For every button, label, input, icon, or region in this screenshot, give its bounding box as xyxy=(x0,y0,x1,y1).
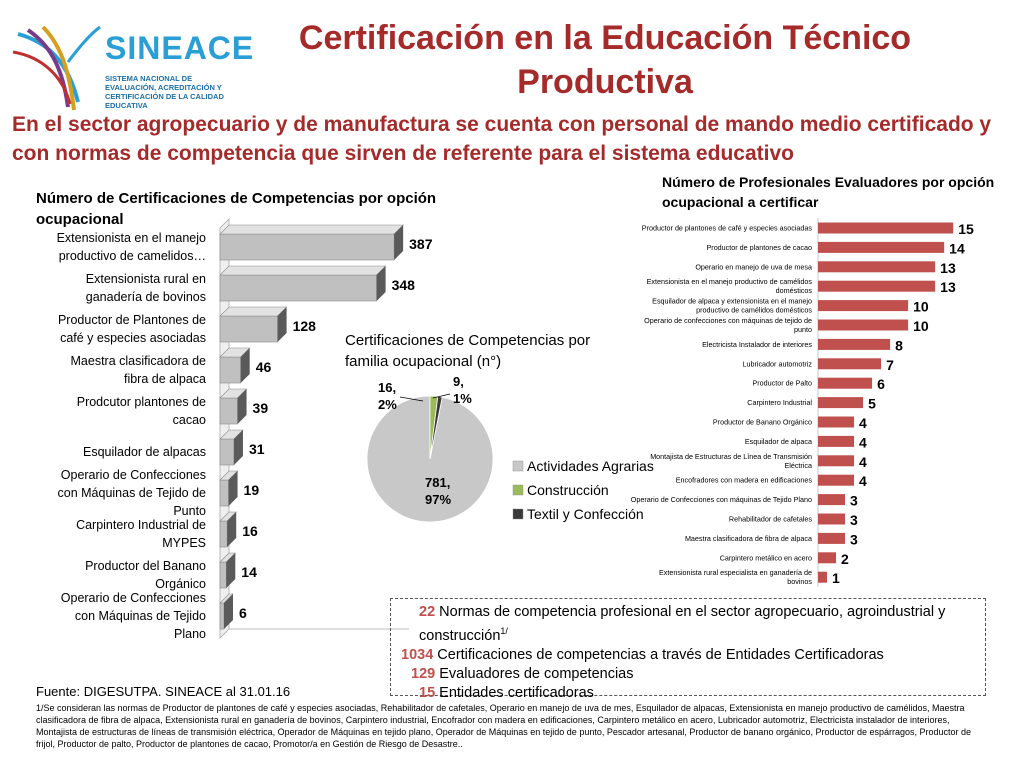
bar xyxy=(818,242,944,253)
category-label: con Máquinas de Tejido de xyxy=(57,486,206,500)
legend-entry: Construcción xyxy=(527,482,609,498)
category-label: Maestra clasificadora de xyxy=(70,354,206,368)
data-label: 2 xyxy=(841,550,849,567)
bar-front xyxy=(220,603,224,629)
data-label: 13 xyxy=(940,259,956,276)
category-label: Prodcutor plantones de xyxy=(76,395,206,409)
data-label: 6 xyxy=(877,376,885,393)
category-label: cacao xyxy=(172,413,206,427)
pie-data-label: 1% xyxy=(453,391,472,406)
source-note: Fuente: DIGESUTPA. SINEACE al 31.01.16 xyxy=(36,684,291,699)
category-label: Extensionista rural especialista en ganadería de xyxy=(658,568,812,578)
pie-data-label: 97% xyxy=(425,492,452,507)
bar xyxy=(818,378,872,389)
page-subtitle: En el sector agropecuario y de manufactura se cuenta con personal de mando medio certificado y con normas de competencia que sirven de referente para el sistema educativo xyxy=(12,113,992,165)
bar xyxy=(220,307,287,342)
bar-front xyxy=(220,357,241,383)
category-label: Extensionista en el manejo xyxy=(56,231,206,245)
category-label: Carpintero Industrial de xyxy=(76,518,206,532)
data-label: 4 xyxy=(859,473,867,490)
data-label: 1 xyxy=(832,570,840,587)
data-label: 15 xyxy=(958,221,974,237)
bar-front xyxy=(220,398,238,424)
category-label: Electricista Instalador de interiores xyxy=(702,339,812,349)
category-label: Operario de confecciones con máquinas de tejido de xyxy=(644,316,812,325)
data-label: 3 xyxy=(850,512,858,528)
data-label: 3 xyxy=(850,492,858,509)
bar xyxy=(818,475,854,486)
data-label: 3 xyxy=(850,531,858,548)
pie-data-label: 781, xyxy=(425,475,451,490)
data-label: 19 xyxy=(243,482,260,498)
category-label: productivo de camélidos domésticos xyxy=(696,305,812,315)
bar xyxy=(220,348,250,383)
data-label: 4 xyxy=(859,415,867,431)
category-label: Extensionista en el manejo productivo de camélidos xyxy=(646,277,812,287)
summary-number: 1034 xyxy=(401,646,434,663)
bar-front xyxy=(220,480,229,506)
pie-data-label: 9, xyxy=(453,374,464,389)
bar-top xyxy=(220,225,403,234)
evaluators-bar-chart xyxy=(630,218,1020,590)
data-label: 10 xyxy=(913,298,929,315)
page-title: Certificación en la Educación Técnico Productiva xyxy=(298,19,912,101)
bar-front xyxy=(220,234,394,260)
summary-item xyxy=(401,684,977,703)
category-label: Encofradores con madera en edificaciones xyxy=(675,475,812,485)
summary-footnote-ref: 1/ xyxy=(500,626,508,636)
bar xyxy=(818,514,845,525)
data-label: 5 xyxy=(868,395,876,412)
summary-box xyxy=(390,598,986,701)
data-label: 16 xyxy=(242,523,258,539)
bar xyxy=(818,281,935,292)
summary-item xyxy=(401,665,977,684)
right-chart-title: Número de Profesionales Evaluadores por opción ocupacional a certificar xyxy=(662,174,995,210)
category-label: con Máquinas de Tejido xyxy=(74,609,206,623)
bar xyxy=(818,572,827,583)
summary-number: 22 xyxy=(419,604,436,620)
summary-number: 15 xyxy=(419,684,436,701)
pie-chart-title: Certificaciones de Competencias por familia ocupacional (n°) xyxy=(345,332,591,370)
category-label: bovinos xyxy=(787,577,812,587)
bar-front xyxy=(220,439,234,465)
category-label: Productor de Banano Orgánico xyxy=(712,417,812,427)
legend-entry: Textil y Confección xyxy=(527,506,644,522)
summary-text: Entidades certificadoras xyxy=(435,684,594,701)
data-label: 128 xyxy=(292,318,316,334)
bar xyxy=(220,225,403,260)
category-label: café y especies asociadas xyxy=(60,331,206,345)
bar-front xyxy=(220,316,278,342)
left-chart-title: Número de Certificaciones de Competencias por opción ocupacional xyxy=(36,190,437,228)
bar xyxy=(818,552,836,563)
data-label: 348 xyxy=(391,277,415,293)
summary-number: 129 xyxy=(411,665,436,682)
summary-text: Evaluadores de competencias xyxy=(435,665,634,682)
summary-text: Normas de competencia profesional en el sector agropecuario, agroindustrial y construcción xyxy=(419,604,946,644)
bar xyxy=(818,300,908,311)
data-label: 14 xyxy=(241,564,257,580)
bar xyxy=(220,389,247,424)
bar xyxy=(818,397,863,408)
data-label: 31 xyxy=(248,441,265,457)
data-label: 10 xyxy=(913,318,929,334)
category-label: Productor del Banano xyxy=(85,559,206,573)
data-label: 4 xyxy=(859,453,867,470)
legend-swatch xyxy=(513,485,523,495)
category-label: Lubricador automotriz xyxy=(742,359,812,369)
bar xyxy=(818,358,881,369)
category-label: Esquilador de alpaca y extensionista en el manejo xyxy=(652,296,812,306)
category-label: Plano xyxy=(174,627,206,641)
category-label: Esquilador de alpacas xyxy=(83,445,206,459)
category-label: Operario de Confecciones xyxy=(60,591,206,605)
data-label: 387 xyxy=(409,236,433,252)
category-label: Productor de Palto xyxy=(752,378,812,388)
legend-entry: Actividades Agrarias xyxy=(527,458,654,474)
category-label: fibra de alpaca xyxy=(123,372,206,386)
category-label: Orgánico xyxy=(155,577,206,591)
category-label: Productor de plantones de cacao xyxy=(706,242,812,252)
bar xyxy=(818,436,854,447)
category-label: domésticos xyxy=(775,286,812,296)
bar xyxy=(818,339,890,350)
bar-top xyxy=(220,307,287,316)
bar xyxy=(818,223,953,234)
data-label: 8 xyxy=(895,337,903,354)
category-label: Carpintero metálico en acero xyxy=(719,553,812,563)
bar xyxy=(220,266,386,301)
bar-top xyxy=(220,266,386,275)
category-label: Esquilador de alpaca xyxy=(744,436,812,446)
data-label: 46 xyxy=(255,359,272,375)
bar-front xyxy=(220,275,377,301)
category-label: Eléctrica xyxy=(784,460,812,470)
logo-subtitle: SISTEMA NACIONAL DE EVALUACIÓN, ACREDITACIÓN Y CERTIFICACIÓN DE LA CALIDAD EDUCATIVA xyxy=(105,74,224,110)
data-label: 7 xyxy=(886,356,894,373)
category-label: Carpintero Industrial xyxy=(747,398,812,408)
category-label: Rehabilitador de cafetales xyxy=(728,514,812,524)
summary-item xyxy=(401,603,977,646)
category-label: Montajista de Estructuras de Línea de Transmisión xyxy=(650,451,812,461)
data-label: 13 xyxy=(940,279,956,296)
category-label: Punto xyxy=(173,504,206,518)
bar-front xyxy=(220,562,226,588)
category-label: Operario de Confecciones xyxy=(60,468,206,482)
category-label: Maestra clasificadora de fibra de alpaca xyxy=(684,533,812,543)
category-label: Productor de Plantones de xyxy=(57,313,206,327)
summary-item xyxy=(401,646,977,665)
logo-name: SINEACE xyxy=(105,30,255,66)
bar xyxy=(818,320,908,331)
pie-data-label: 2% xyxy=(378,397,397,412)
bar xyxy=(818,533,845,544)
data-label: 14 xyxy=(949,240,965,257)
category-label: Operario en manejo de uva de mesa xyxy=(695,262,812,272)
footnote: 1/Se consideran las normas de Productor de plantones de café y especies asociadas, Rehabilitador de cafetales, Operario en manejo de uva de mes, Esquilador de alpacas, Extensionista en manejo productivo de camélidos, Maestra clasificadora de fibra de alpaca, Extensionista rural en ganadería de bovinos, Carpintero industrial, Encofrador con madera en edificaciones, Carpintero metálico en acero, Lubricador automotriz, Electricista instalador de interiores, Montajista de estructuras de líneas de transmisión eléctrica, Operador de Máquinas en tejido plano, Operador de Máquinas en tejido de punto, Pescador artesanal, Productor de banano orgánico, Productor de espárragos, Productor de frijol, Productor de palto, Productor de plantones de cacao, Promotor/a en Gestión de Riesgo de Desastre.. xyxy=(36,703,972,749)
family-pie-chart xyxy=(345,372,665,542)
legend-swatch xyxy=(513,509,523,519)
category-label: Productor de plantones de café y especies asociadas xyxy=(641,223,812,233)
bar-front xyxy=(220,521,227,547)
category-label: ganadería de bovinos xyxy=(85,290,206,304)
data-label: 6 xyxy=(239,605,247,621)
category-label: Operario de Confecciones con máquinas de Tejido Plano xyxy=(630,495,812,505)
bar xyxy=(220,430,243,465)
summary-text: Certificaciones de competencias a través de Entidades Certificadoras xyxy=(433,646,884,663)
bar xyxy=(818,417,854,428)
data-label: 39 xyxy=(252,400,269,416)
bar xyxy=(818,261,935,272)
pie-data-label: 16, xyxy=(378,380,397,395)
category-label: MYPES xyxy=(162,536,206,550)
bar xyxy=(818,455,854,466)
category-label: punto xyxy=(794,325,812,334)
data-label: 4 xyxy=(859,434,867,451)
category-label: productivo de camelidos… xyxy=(58,249,206,263)
category-label: Extensionista rural en xyxy=(85,272,206,286)
legend-swatch xyxy=(513,461,523,471)
bar xyxy=(818,494,845,505)
